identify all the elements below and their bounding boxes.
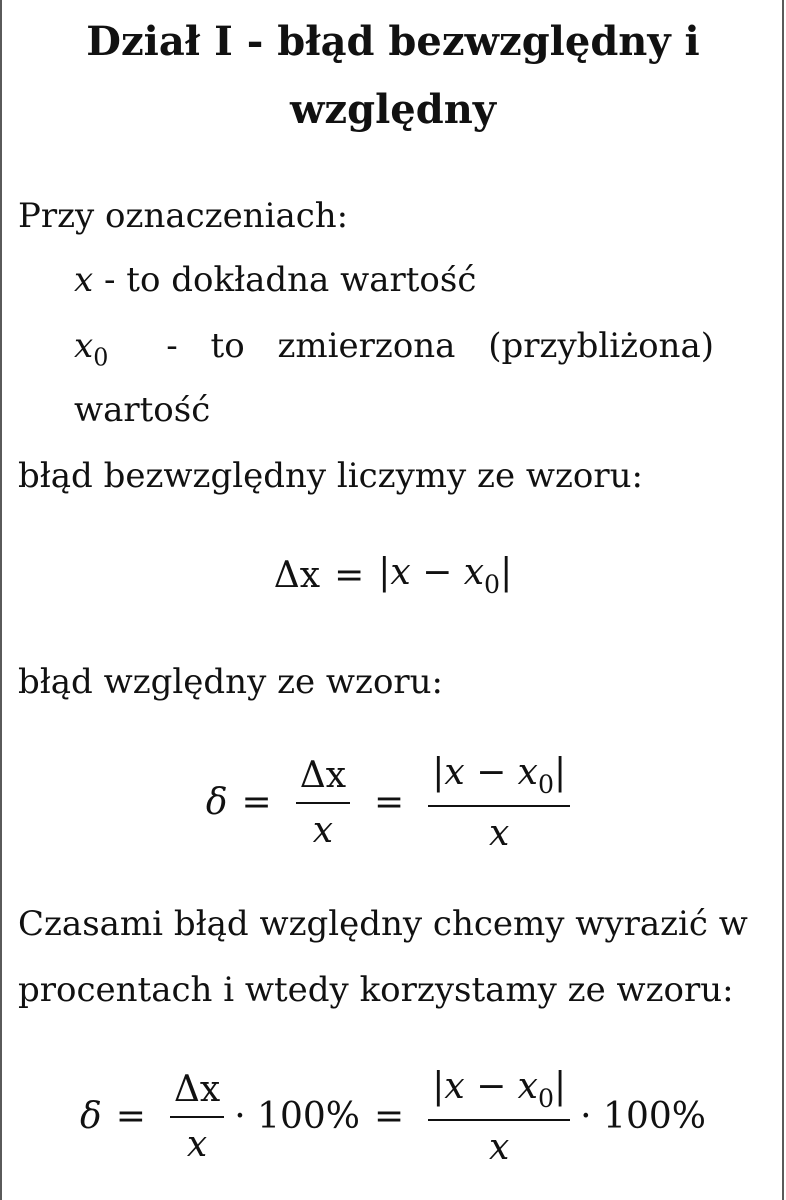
- page-title: [0, 8, 786, 144]
- percent-intro-line-2: procentach i wtedy korzystamy ze wzoru:: [18, 970, 734, 1010]
- formula-abs-diff: $|x - x_0|$: [378, 552, 513, 599]
- absolute-error-intro: błąd bezwzględny liczymy ze wzoru:: [18, 456, 643, 496]
- formula-delta-x: Δx: [273, 554, 321, 596]
- equals-sign: =: [374, 782, 405, 824]
- intro-text: Przy oznaczeniach:: [18, 196, 349, 236]
- fraction-abs-diff-over-x: $\frac{|x - x_0|}{x}$: [428, 1066, 570, 1168]
- times-100-percent: · 100%: [580, 1096, 706, 1138]
- title-line-1: Dział I - błąd bezwzględny i: [86, 18, 700, 65]
- fraction-abs-diff-over-x: $\frac{|x - x_0|}{x}$: [428, 752, 570, 854]
- absolute-error-formula: [0, 552, 786, 599]
- definition-x0: [74, 326, 714, 377]
- equals-sign: =: [115, 1096, 146, 1138]
- equals-sign: =: [334, 554, 365, 596]
- definition-x-text: - to dokładna wartość: [104, 260, 477, 300]
- equals-sign: =: [241, 782, 272, 824]
- percent-intro-line-1: Czasami błąd względny chcemy wyrazić w: [18, 904, 748, 944]
- definition-x: [74, 260, 476, 300]
- formula-delta: δ: [80, 1096, 102, 1138]
- times-100-percent: · 100%: [234, 1096, 361, 1138]
- symbol-x0: $x_0$: [74, 326, 109, 372]
- title-line-2: względny: [289, 86, 497, 133]
- definition-x0-text: - to zmierzona (przybliżona): [166, 326, 714, 366]
- equals-sign: =: [374, 1096, 405, 1138]
- symbol-x: x: [74, 260, 94, 300]
- fraction-delta-x-over-x: $\frac{\Delta x}{x}$: [170, 1069, 224, 1165]
- percent-error-formula: [0, 1066, 786, 1168]
- relative-error-formula: [0, 752, 786, 854]
- definition-x0-cont: wartość: [74, 390, 211, 430]
- formula-delta: δ: [205, 782, 228, 824]
- relative-error-intro: błąd względny ze wzoru:: [18, 662, 444, 702]
- fraction-delta-x-over-x: $\frac{\Delta x}{x}$: [296, 755, 350, 851]
